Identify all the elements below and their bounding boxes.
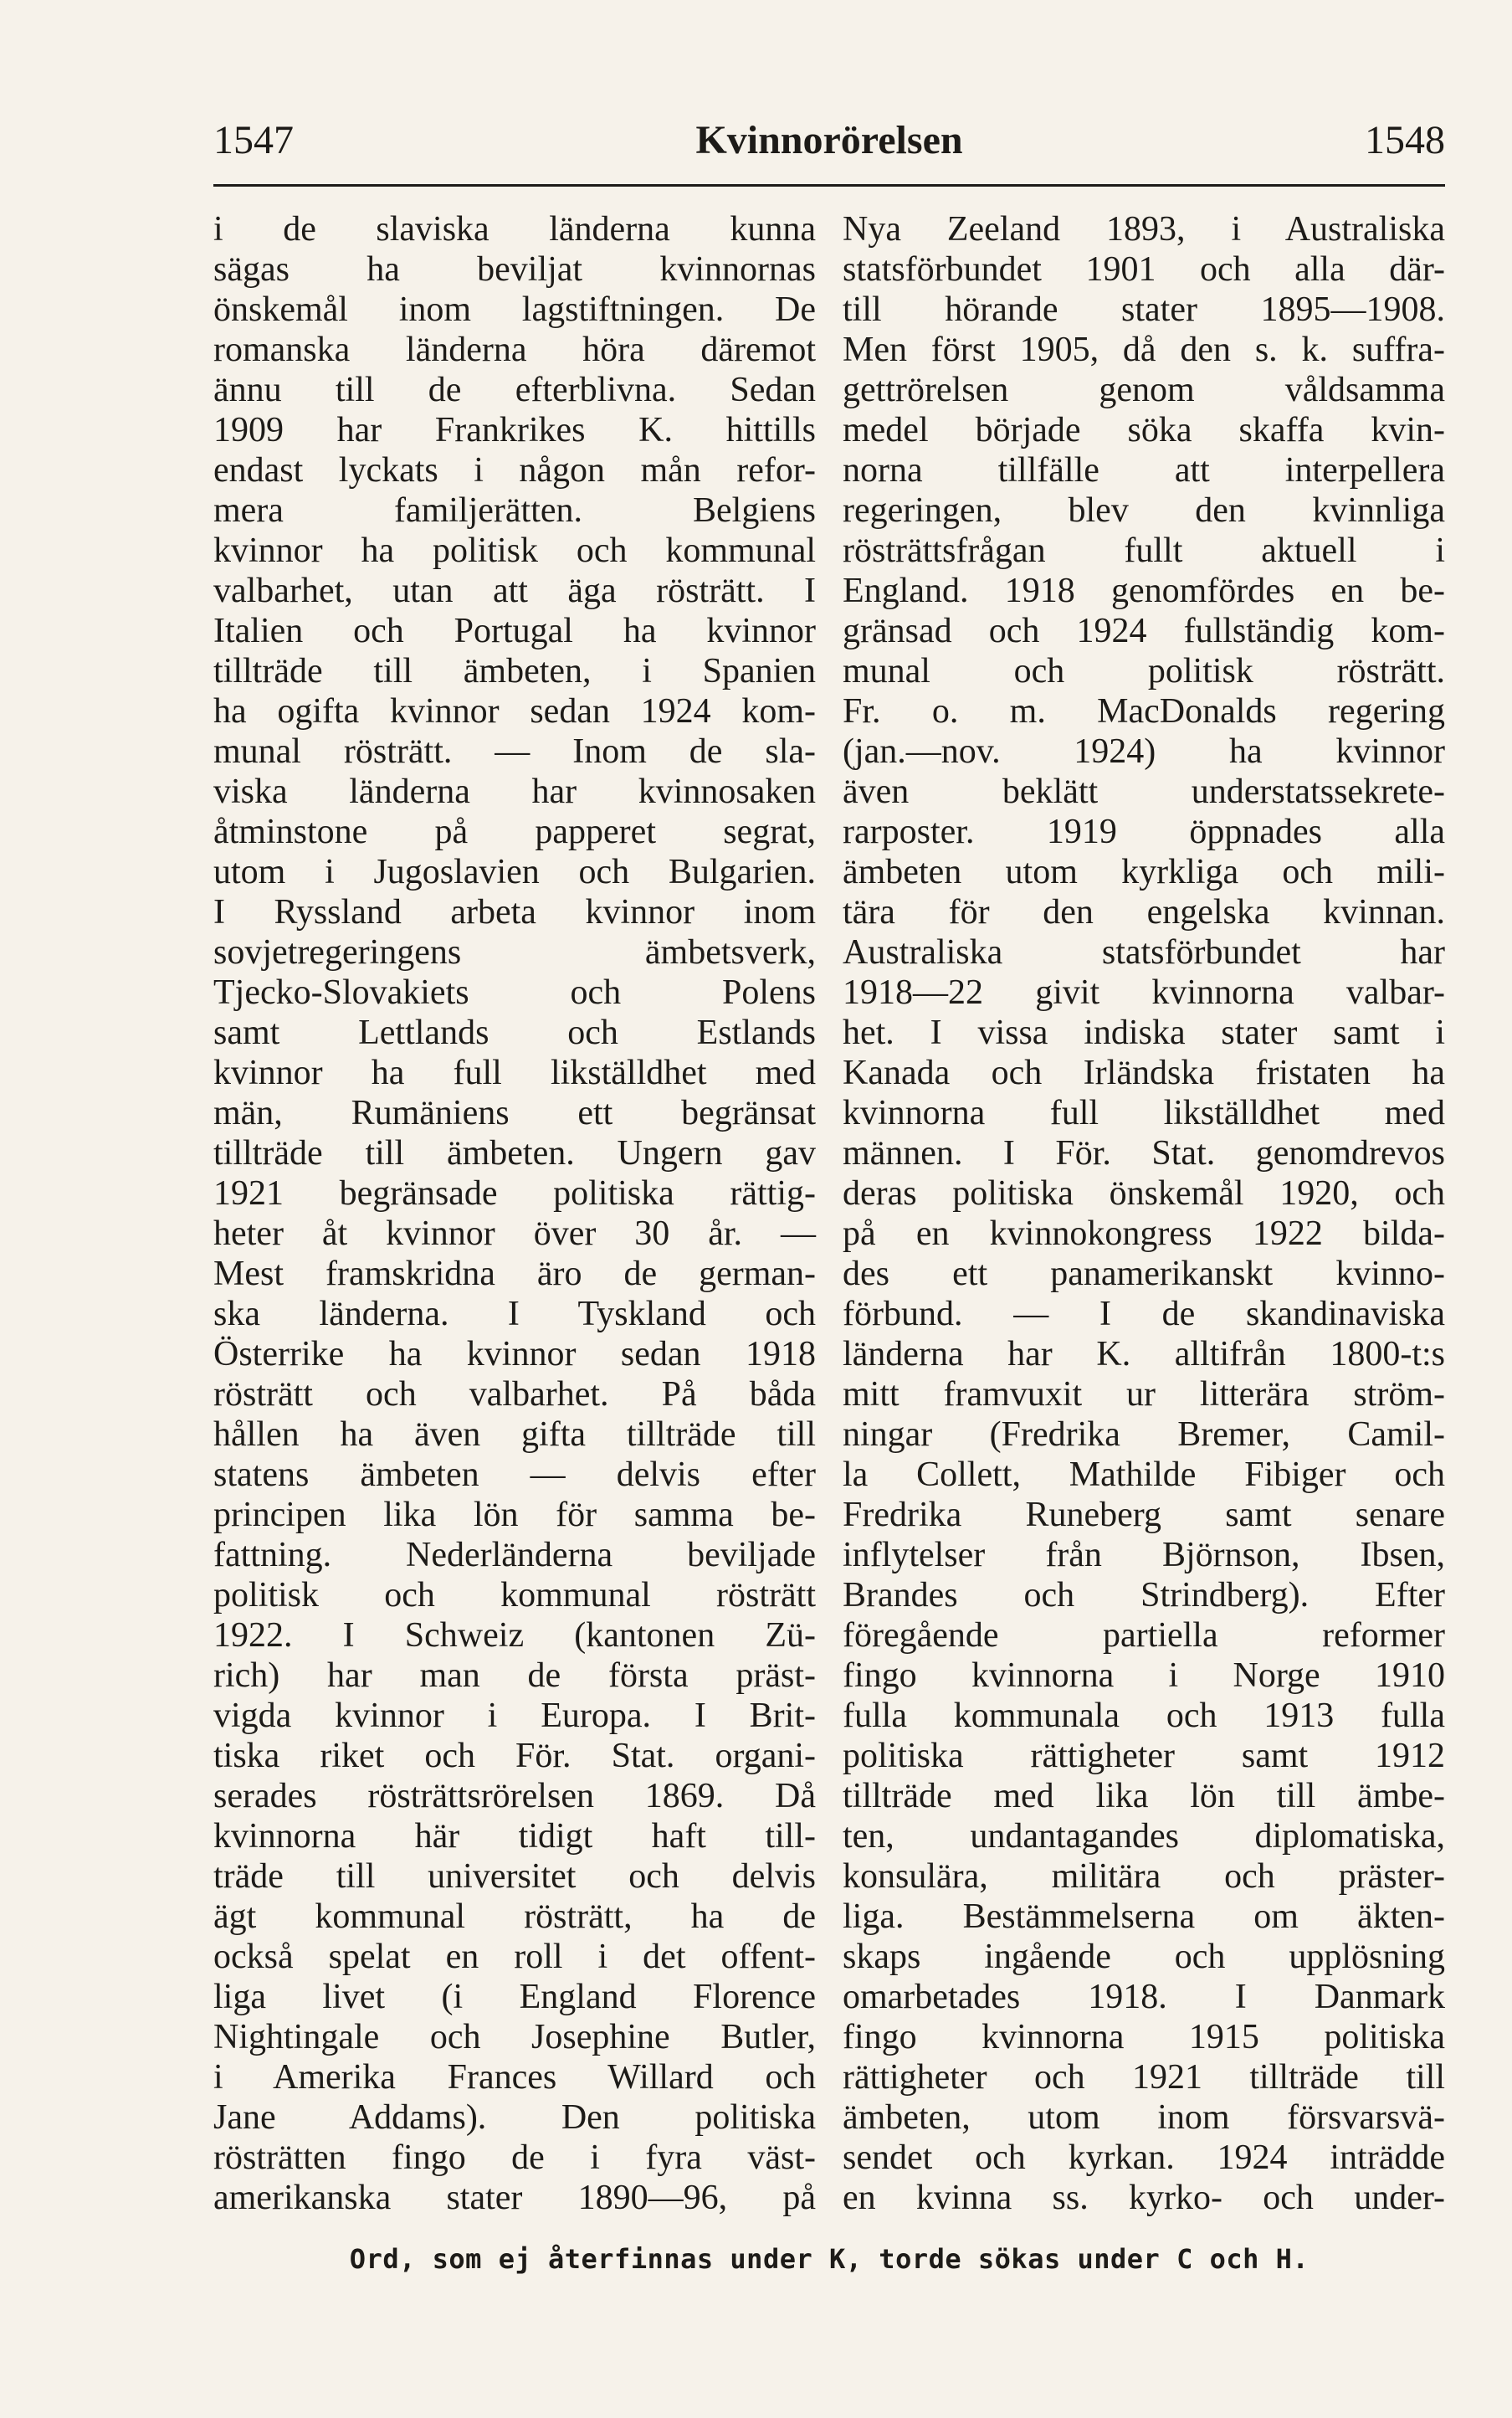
left-column-line: amerikanska stater 1890—96, på (213, 2179, 816, 2217)
right-column-line: fingo kvinnorna i Norge 1910 (843, 1656, 1445, 1695)
right-column-line: inflytelser från Björnson, Ibsen, (843, 1536, 1445, 1574)
right-column-line: även beklätt understatssekrete- (843, 773, 1445, 811)
left-column-line: 1922. I Schweiz (kantonen Zü- (213, 1616, 816, 1655)
left-column-line: politisk och kommunal rösträtt (213, 1576, 816, 1615)
left-column-line: Jane Addams). Den politiska (213, 2098, 816, 2137)
left-column-line: ägt kommunal rösträtt, ha de (213, 1897, 816, 1936)
right-column-line: förbund. — I de skandinaviska (843, 1295, 1445, 1333)
right-column-line: gettrörelsen genom våldsamma (843, 371, 1445, 409)
left-column-line: hållen ha även gifta tillträde till (213, 1415, 816, 1454)
right-column-line: männen. I För. Stat. genomdrevos (843, 1134, 1445, 1173)
right-column-line: ten, undantagandes diplomatiska, (843, 1817, 1445, 1856)
left-column-line: Tjecko-Slovakiets och Polens (213, 973, 816, 1012)
right-column-line: ämbeten, utom inom försvarsvä- (843, 2098, 1445, 2137)
left-column-line: vigda kvinnor i Europa. I Brit- (213, 1697, 816, 1735)
right-column-line: liga. Bestämmelserna om äkten- (843, 1897, 1445, 1936)
left-column-line: 1909 har Frankrikes K. hittills (213, 411, 816, 449)
left-column-line: munal rösträtt. — Inom de sla- (213, 732, 816, 771)
right-column-line: 1918—22 givit kvinnorna valbar- (843, 973, 1445, 1012)
right-column-line: la Collett, Mathilde Fibiger och (843, 1455, 1445, 1494)
right-column-line: Kanada och Irländska fristaten ha (843, 1054, 1445, 1092)
left-column-line: 1921 begränsade politiska rättig- (213, 1174, 816, 1213)
left-column-line: män, Rumäniens ett begränsat (213, 1094, 816, 1132)
right-column-line: skaps ingående och upplösning (843, 1938, 1445, 1976)
right-column-line: tillträde med lika lön till ämbe- (843, 1777, 1445, 1815)
left-column-line: heter åt kvinnor över 30 år. — (213, 1214, 816, 1253)
right-column-line: gränsad och 1924 fullständig kom- (843, 612, 1445, 650)
right-column-line: till hörande stater 1895—1908. (843, 290, 1445, 329)
left-column-line: I Ryssland arbeta kvinnor inom (213, 893, 816, 932)
left-column-line: ha ogifta kvinnor sedan 1924 kom- (213, 692, 816, 731)
left-column-line: endast lyckats i någon mån refor- (213, 451, 816, 490)
right-column-line: England. 1918 genomfördes en be- (843, 572, 1445, 610)
right-column (843, 209, 1445, 2218)
right-column-line: sendet och kyrkan. 1924 inträdde (843, 2138, 1445, 2177)
right-column-line: Australiska statsförbundet har (843, 933, 1445, 972)
right-column-line: omarbetades 1918. I Danmark (843, 1978, 1445, 2016)
left-column-line: Mest framskridna äro de german- (213, 1255, 816, 1293)
header-rule (213, 184, 1445, 187)
left-column-line: tillträde till ämbeten, i Spanien (213, 652, 816, 690)
right-column-line: munal och politisk rösträtt. (843, 652, 1445, 690)
right-column-line: Fredrika Runeberg samt senare (843, 1496, 1445, 1534)
left-column-line: valbarhet, utan att äga rösträtt. I (213, 572, 816, 610)
right-column-line: Brandes och Strindberg). Efter (843, 1576, 1445, 1615)
right-column-line: Fr. o. m. MacDonalds regering (843, 692, 1445, 731)
left-column-line: samt Lettlands och Estlands (213, 1014, 816, 1052)
left-column-line: kvinnor ha full likställdhet med (213, 1054, 816, 1092)
left-column-line: rösträtten fingo de i fyra väst- (213, 2138, 816, 2177)
left-column-line: mera familjerätten. Belgiens (213, 491, 816, 530)
right-column-line: på en kvinnokongress 1922 bilda- (843, 1214, 1445, 1253)
left-column-line: kvinnor ha politisk och kommunal (213, 531, 816, 570)
right-column-line: en kvinna ss. kyrko- och under- (843, 2179, 1445, 2217)
right-column-line: ämbeten utom kyrkliga och mili- (843, 853, 1445, 891)
left-column-line: Österrike ha kvinnor sedan 1918 (213, 1335, 816, 1373)
right-column-line: kvinnorna full likställdhet med (843, 1094, 1445, 1132)
footer-note: Ord, som ej återfinnas under K, torde sökas under C och H. (349, 2243, 1310, 2275)
page-header (213, 117, 1445, 176)
page-title: Kvinnorörelsen (695, 118, 963, 162)
right-column-line: des ett panamerikanskt kvinno- (843, 1255, 1445, 1293)
right-column-line: fingo kvinnorna 1915 politiska (843, 2018, 1445, 2056)
right-column-line: Men först 1905, då den s. k. suffra- (843, 331, 1445, 369)
left-column-line: statens ämbeten — delvis efter (213, 1455, 816, 1494)
left-column-line: fattning. Nederländerna beviljade (213, 1536, 816, 1574)
left-column (213, 209, 816, 2218)
left-column-line: önskemål inom lagstiftningen. De (213, 290, 816, 329)
right-column-line: statsförbundet 1901 och alla där- (843, 250, 1445, 289)
right-column-line: rättigheter och 1921 tillträde till (843, 2058, 1445, 2097)
right-column-line: ningar (Fredrika Bremer, Camil- (843, 1415, 1445, 1454)
left-column-line: åtminstone på papperet segrat, (213, 813, 816, 851)
left-column-line: träde till universitet och delvis (213, 1857, 816, 1896)
left-column-line: i de slaviska länderna kunna (213, 210, 816, 249)
right-column-line: norna tillfälle att interpellera (843, 451, 1445, 490)
right-column-line: fulla kommunala och 1913 fulla (843, 1697, 1445, 1735)
left-column-line: utom i Jugoslavien och Bulgarien. (213, 853, 816, 891)
left-column-line: Italien och Portugal ha kvinnor (213, 612, 816, 650)
left-column-line: romanska länderna höra däremot (213, 331, 816, 369)
right-column-line: rösträttsfrågan fullt aktuell i (843, 531, 1445, 570)
right-column-line: deras politiska önskemål 1920, och (843, 1174, 1445, 1213)
right-column-line: Nya Zeeland 1893, i Australiska (843, 210, 1445, 249)
page-number-right: 1548 (1365, 118, 1445, 162)
right-column-line: regeringen, blev den kvinnliga (843, 491, 1445, 530)
right-column-line: medel började söka skaffa kvin- (843, 411, 1445, 449)
left-column-line: viska länderna har kvinnosaken (213, 773, 816, 811)
left-column-line: ska länderna. I Tyskland och (213, 1295, 816, 1333)
left-column-line: sovjetregeringens ämbetsverk, (213, 933, 816, 972)
right-column-line: het. I vissa indiska stater samt i (843, 1014, 1445, 1052)
left-column-line: liga livet (i England Florence (213, 1978, 816, 2016)
left-column-line: rich) har man de första präst- (213, 1656, 816, 1695)
left-column-line: sägas ha beviljat kvinnornas (213, 250, 816, 289)
right-column-line: tära för den engelska kvinnan. (843, 893, 1445, 932)
left-column-line: i Amerika Frances Willard och (213, 2058, 816, 2097)
left-column-line: också spelat en roll i det offent- (213, 1938, 816, 1976)
right-column-line: föregående partiella reformer (843, 1616, 1445, 1655)
left-column-line: ännu till de efterblivna. Sedan (213, 371, 816, 409)
left-column-line: principen lika lön för samma be- (213, 1496, 816, 1534)
right-column-line: (jan.—nov. 1924) ha kvinnor (843, 732, 1445, 771)
left-column-line: serades rösträttsrörelsen 1869. Då (213, 1777, 816, 1815)
right-column-line: länderna har K. alltifrån 1800-t:s (843, 1335, 1445, 1373)
left-column-line: kvinnorna här tidigt haft till- (213, 1817, 816, 1856)
left-column-line: rösträtt och valbarhet. På båda (213, 1375, 816, 1414)
left-column-line: tiska riket och För. Stat. organi- (213, 1737, 816, 1775)
right-column-line: mitt framvuxit ur litterära ström- (843, 1375, 1445, 1414)
right-column-line: politiska rättigheter samt 1912 (843, 1737, 1445, 1775)
right-column-line: rarposter. 1919 öppnades alla (843, 813, 1445, 851)
right-column-line: konsulära, militära och präster- (843, 1857, 1445, 1896)
left-column-line: Nightingale och Josephine Butler, (213, 2018, 816, 2056)
page-number-left: 1547 (213, 118, 294, 162)
left-column-line: tillträde till ämbeten. Ungern gav (213, 1134, 816, 1173)
